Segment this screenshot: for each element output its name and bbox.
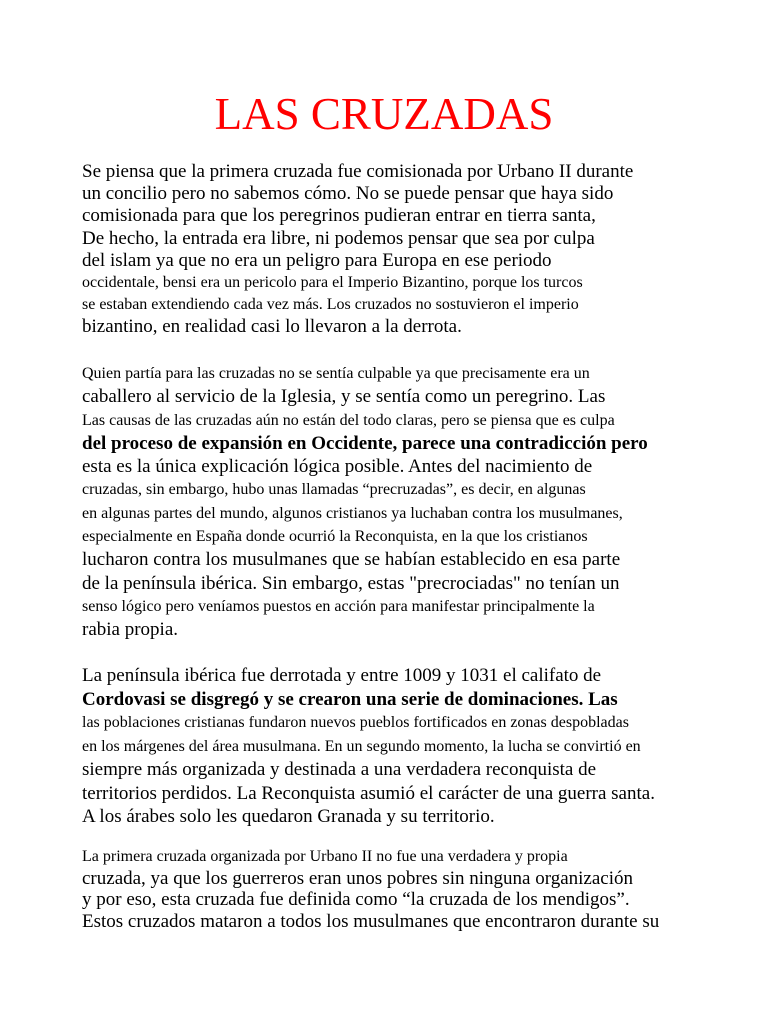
text-line: La primera cruzada organizada por Urbano II no fue una verdadera y propia	[82, 848, 568, 865]
text-line: de la península ibérica. Sin embargo, estas "precrociadas" no tenían un	[82, 572, 620, 594]
text-line: las poblaciones cristianas fundaron nuevos pueblos fortificados en zonas despobladas	[82, 714, 629, 731]
text-line: esta es la única explicación lógica posible. Antes del nacimiento de	[82, 456, 593, 478]
text-line-bold: del proceso de expansión en Occidente, parece una contradicción pero	[82, 432, 648, 454]
text-line: De hecho, la entrada era libre, ni podemos pensar que sea por culpa	[82, 227, 595, 249]
text-line: del islam ya que no era un peligro para Europa en ese periodo	[82, 249, 552, 271]
paragraph-3	[82, 664, 722, 829]
paragraph-1	[82, 161, 722, 339]
text-line: y por eso, esta cruzada fue definida como “la cruzada de los mendigos”.	[82, 889, 630, 910]
text-line: Quien partía para las cruzadas no se sentía culpable ya que precisamente era un	[82, 365, 590, 382]
text-line: occidentale, bensi era un pericolo para el Imperio Bizantino, porque los turcos	[82, 273, 583, 291]
text-line: rabia propia.	[82, 619, 179, 641]
paragraph-2	[82, 362, 722, 642]
text-line: A los árabes solo les quedaron Granada y su territorio.	[82, 806, 495, 827]
text-line: Se piensa que la primera cruzada fue comisionada por Urbano II durante	[82, 161, 634, 182]
text-line: comisionada para que los peregrinos pudieran entrar en tierra santa,	[82, 205, 596, 227]
text-line: especialmente en España donde ocurrió la Reconquista, en la que los cristianos	[82, 528, 588, 546]
text-line: cruzadas, sin embargo, hubo unas llamadas “precruzadas”, es decir, en algunas	[82, 481, 586, 499]
text-line: caballero al servicio de la Iglesia, y se sentía como un peregrino. Las	[82, 386, 606, 408]
paragraph-4	[82, 846, 722, 932]
text-line: Estos cruzados mataron a todos los musulmanes que encontraron durante su	[82, 910, 660, 932]
text-line: en algunas partes del mundo, algunos cristianos ya luchaban contra los musulmanes,	[82, 504, 623, 522]
text-line: se estaban extendiendo cada vez más. Los cruzados no sostuvieron el imperio	[82, 296, 579, 314]
text-line: lucharon contra los musulmanes que se habían establecido en esa parte	[82, 549, 621, 571]
text-line: Las causas de las cruzadas aún no están del todo claras, pero se piensa que es culpa	[82, 411, 615, 429]
text-line: en los márgenes del área musulmana. En un segundo momento, la lucha se convirtió en	[82, 737, 641, 755]
page-title: LAS CRUZADAS	[214, 89, 554, 139]
text-line-bold: Cordovasi se disgregó y se crearon una serie de dominaciones. Las	[82, 688, 618, 710]
text-line: La península ibérica fue derrotada y entre 1009 y 1031 el califato de	[82, 665, 602, 686]
text-line: cruzada, ya que los guerreros eran unos pobres sin ninguna organización	[82, 867, 633, 889]
text-line: un concilio pero no sabemos cómo. No se puede pensar que haya sido	[82, 183, 614, 205]
text-line: siempre más organizada y destinada a una verdadera reconquista de	[82, 759, 597, 780]
text-line: territorios perdidos. La Reconquista asumió el carácter de una guerra santa.	[82, 782, 655, 804]
text-line: bizantino, en realidad casi lo llevaron a la derrota.	[82, 316, 462, 338]
text-line: senso lógico pero veníamos puestos en acción para manifestar principalmente la	[82, 597, 595, 615]
